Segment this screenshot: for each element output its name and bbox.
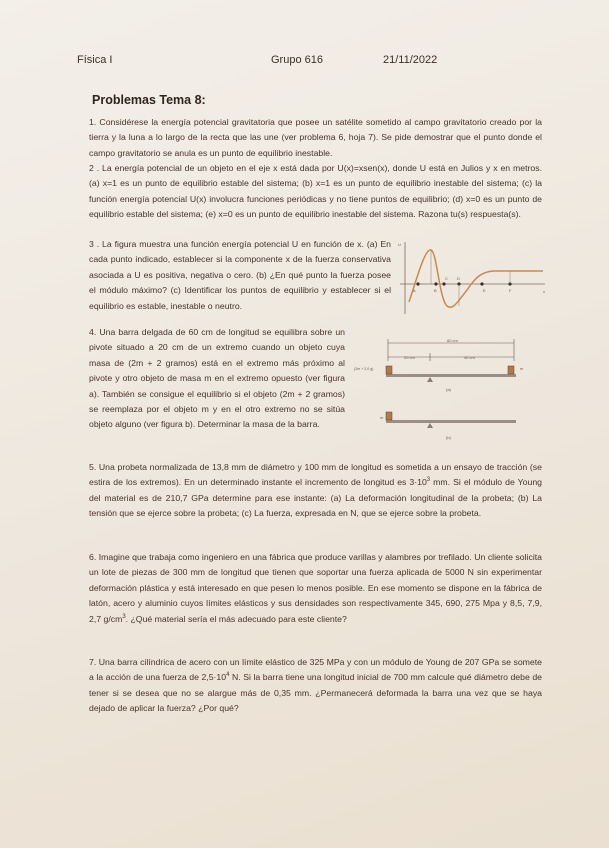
page-title: Problemas Tema 8: bbox=[92, 93, 206, 107]
point-c bbox=[442, 282, 445, 285]
course-name: Física I bbox=[77, 54, 113, 66]
problem-7 bbox=[89, 655, 542, 717]
date: 21/11/2022 bbox=[383, 54, 438, 66]
beam-figure bbox=[352, 335, 532, 445]
u-axis-label: U bbox=[398, 242, 401, 247]
group-number: Grupo 616 bbox=[271, 54, 323, 66]
label-left-length: 20 cm bbox=[404, 355, 415, 360]
potential-energy-figure bbox=[395, 238, 550, 318]
pivot-a bbox=[427, 377, 433, 382]
label-right-length: 40 cm bbox=[464, 355, 475, 360]
beam-a bbox=[386, 374, 516, 377]
label-total-length: 60 cm bbox=[447, 338, 458, 343]
problem-7-text-cont: N. Si la barra tiene una longitud inicial de 700 mm calcule qué diámetro debe de tener si se desea que no se alargue más de 0,35 mm. ¿Permanecerá deformada la barra una vez que se haya dejado de aplicar la fuerza? ¿Por qué? bbox=[89, 672, 542, 714]
problem-6-text-cont: . ¿Qué material sería el más adecuado para este cliente? bbox=[125, 613, 347, 624]
label-a: A bbox=[413, 288, 416, 293]
x-axis-label: x bbox=[543, 289, 545, 294]
problem-7-text: 7. Una barra cilíndrica de acero con un límite elástico de 325 MPa y con un módulo de Young de 207 GPa se somete a la acción de una fuerza de 2,5·10 bbox=[89, 657, 542, 683]
problem-2: 2 . La energía potencial de un objeto en el eje x está dada por U(x)=xsen(x), donde U está en Julios y x en metros. (a) x=1 es un punto de equilibrio estable del sistema; (b) x=1 es un punto de equilibrio inestable del sistema; (c) la función energía potencial U(x) involucra funciones periódicas y no tiene puntos de equilibrio; (d) x=0 es un punto de equilibrio estable del sistema; (e) x=0 es un punto de equilibrio inestable del sistema. Razona tu(s) respuesta(s). bbox=[89, 163, 542, 220]
label-mass-right: m bbox=[520, 366, 524, 371]
point-a bbox=[416, 282, 419, 285]
caption-a: (a) bbox=[446, 387, 451, 392]
point-e bbox=[480, 282, 483, 285]
problem-1: 1. Considérese la energía potencial gravitatoria que posee un satélite sometido al campo gravitatorio creado por la tierra y la luna a lo largo de la recta que las une (ver problema 6, hoja 7). Se pide demostrar que el punto donde el campo gravitatorio se anula es un punto de equilibrio inestable. bbox=[89, 117, 542, 158]
problem-6 bbox=[89, 550, 542, 627]
mass-block-right bbox=[508, 366, 514, 374]
problem-4: 4. Una barra delgada de 60 cm de longitud se equilibra sobre un pivote situado a 20 cm de un extremo cuando un objeto cuya masa de (2m + 2 gramos) está en el extremo más próximo al pivote y otro objeto de masa m en el extremo opuesto (ver figura a). También se consigue el equilibrio si el objeto (2m + 2 gramos) se reemplaza por el objeto m y en el otro extremo no se sitúa objeto alguno (ver figura b). Determinar la masa de la barra. bbox=[89, 327, 345, 430]
label-mass-left: (2m + 2,0 g) bbox=[354, 367, 374, 371]
problem-5 bbox=[89, 460, 542, 522]
label-f: F bbox=[509, 288, 512, 293]
energy-curve bbox=[409, 250, 543, 307]
pivot-b bbox=[427, 423, 433, 428]
problem-6-text: 6. Imagine que trabaja como ingeniero en una fábrica que produce varillas y alambres por trefilado. Un cliente solicita un lote de piezas de 300 mm de longitud que tienen que soportar una fuerza aplicada de 5000 N sin experimentar deformación plástica y está interesado en que pesen lo menos posible. En ese momento se dispone en la fábrica de latón, acero y aluminio cuyos límites elásticos y sus densidades son respectivamente 345, 690, 275 Mpa y 8,5, 7,9, 2,7 g/cm bbox=[89, 552, 542, 624]
exponent: 4 bbox=[226, 672, 230, 679]
label-b: B bbox=[434, 288, 437, 293]
mass-block-left bbox=[386, 366, 392, 374]
label-c: C bbox=[445, 276, 448, 281]
label-mass-b: m bbox=[380, 415, 384, 420]
exponent: 3 bbox=[426, 477, 431, 484]
point-b bbox=[434, 282, 437, 285]
problem-5-text-cont: mm. Si el módulo de Young del material es de 210,7 GPa determine para ese instante: (a) La deformación longitudinal de la probeta; (b) La tensión que se ejerce sobre la probeta; (c) La fuerza, expresada en N, que se ejerce sobre la probeta. bbox=[89, 477, 542, 519]
problem-5-text: 5. Una probeta normalizada de 13,8 mm de diámetro y 100 mm de longitud es sometida a un ensayo de tracción (se estira de los extremos). En un determinado instante el incremento de longitud es 3·10 bbox=[89, 462, 542, 488]
label-e: E bbox=[483, 288, 486, 293]
beam-b bbox=[386, 420, 516, 423]
label-d: D bbox=[457, 276, 460, 281]
exponent: 3 bbox=[122, 613, 126, 620]
mass-block-b bbox=[386, 412, 392, 420]
problem-3: 3 . La figura muestra una función energía potencial U en función de x. (a) En cada punto indicado, establecer si la componente x de la fuerza conservativa asociada a U es positiva, negativa o cero. (b) ¿En qué punto la fuerza posee el módulo máximo? (c) Identificar los puntos de equilibrio y establecer si el equilibrio es estable, inestable o neutro. bbox=[89, 239, 391, 311]
caption-b: (b) bbox=[446, 435, 451, 440]
